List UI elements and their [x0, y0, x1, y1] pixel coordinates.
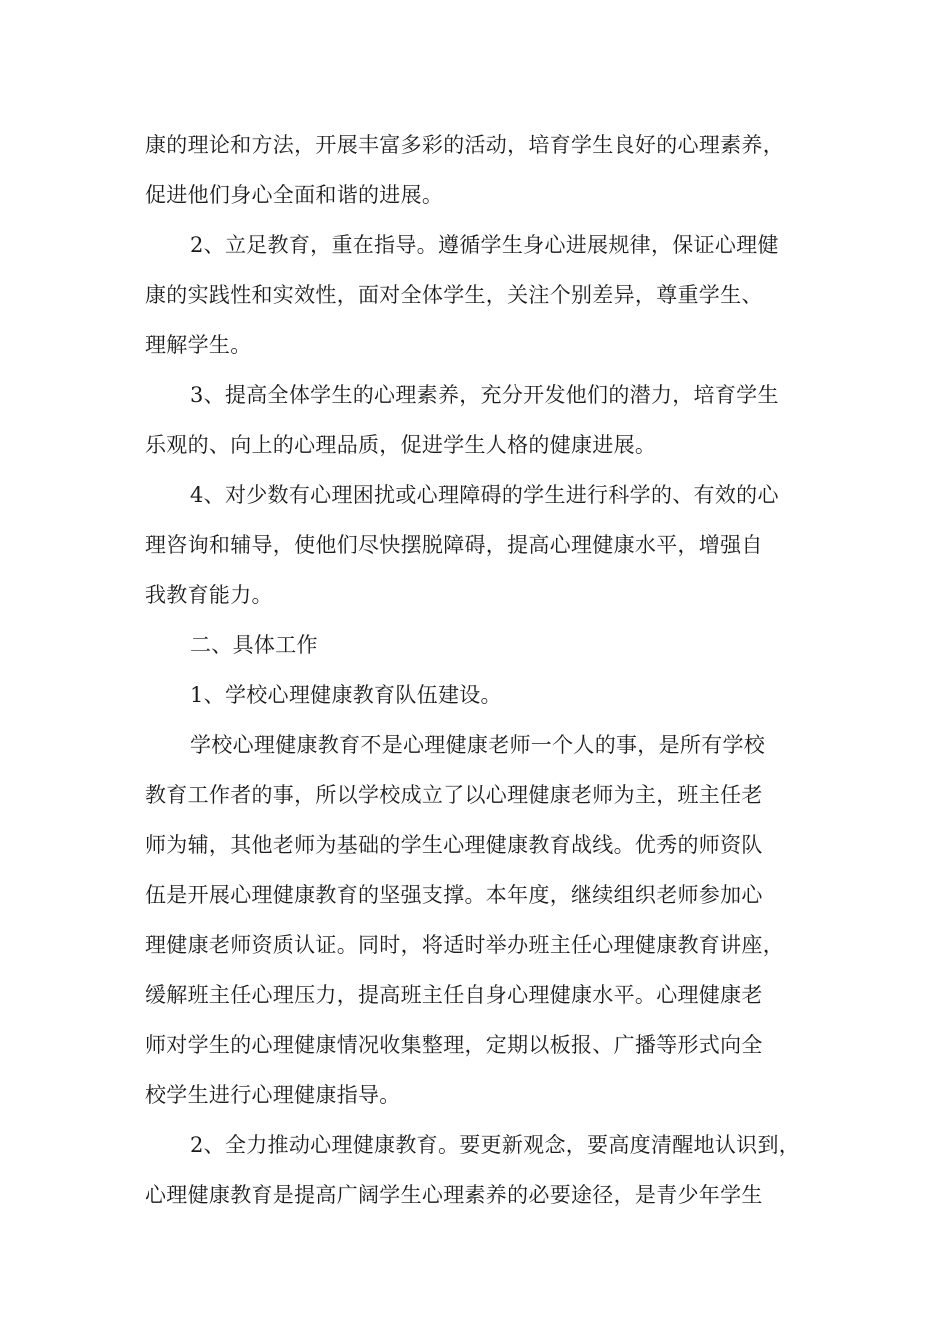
text-line: 教育工作者的事，所以学校成立了以心理健康老师为主，班主任老 [145, 783, 763, 807]
text-line: 心理健康教育是提高广阔学生心理素养的必要途径，是青少年学生 [145, 1183, 763, 1207]
text-line: 理健康老师资质认证。同时，将适时举办班主任心理健康教育讲座， [145, 933, 784, 957]
text-line: 校学生进行心理健康指导。 [145, 1083, 401, 1107]
paragraph-start: 4、对少数有心理困扰或心理障碍的学生进行科学的、有效的心 [190, 483, 779, 507]
paragraph-start: 2、立足教育，重在指导。遵循学生身心进展规律，保证心理健 [190, 233, 779, 257]
text-line: 理解学生。 [145, 333, 252, 357]
text-line: 理咨询和辅导，使他们尽快摆脱障碍，提高心理健康水平，增强自 [145, 533, 763, 557]
section-heading: 二、具体工作 [190, 633, 318, 657]
text-line: 伍是开展心理健康教育的坚强支撑。本年度，继续组织老师参加心 [145, 883, 763, 907]
text-line: 我教育能力。 [145, 583, 273, 607]
text-line: 师为辅，其他老师为基础的学生心理健康教育战线。优秀的师资队 [145, 833, 763, 857]
text-line: 康的理论和方法，开展丰富多彩的活动，培育学生良好的心理素养， [145, 133, 784, 157]
text-line: 促进他们身心全面和谐的进展。 [145, 183, 444, 207]
text-line: 缓解班主任心理压力，提高班主任自身心理健康水平。心理健康老 [145, 983, 763, 1007]
paragraph-start: 3、提高全体学生的心理素养，充分开发他们的潜力，培育学生 [190, 383, 779, 407]
text-line: 康的实践性和实效性，面对全体学生，关注个别差异，尊重学生、 [145, 283, 763, 307]
text-line: 师对学生的心理健康情况收集整理，定期以板报、广播等形式向全 [145, 1033, 763, 1057]
text-line: 乐观的、向上的心理品质，促进学生人格的健康进展。 [145, 433, 657, 457]
paragraph-start: 2、全力推动心理健康教育。要更新观念，要高度清醒地认识到， [190, 1133, 801, 1157]
paragraph-start: 学校心理健康教育不是心理健康老师一个人的事，是所有学校 [190, 733, 766, 757]
subsection-heading: 1、学校心理健康教育队伍建设。 [190, 683, 502, 707]
